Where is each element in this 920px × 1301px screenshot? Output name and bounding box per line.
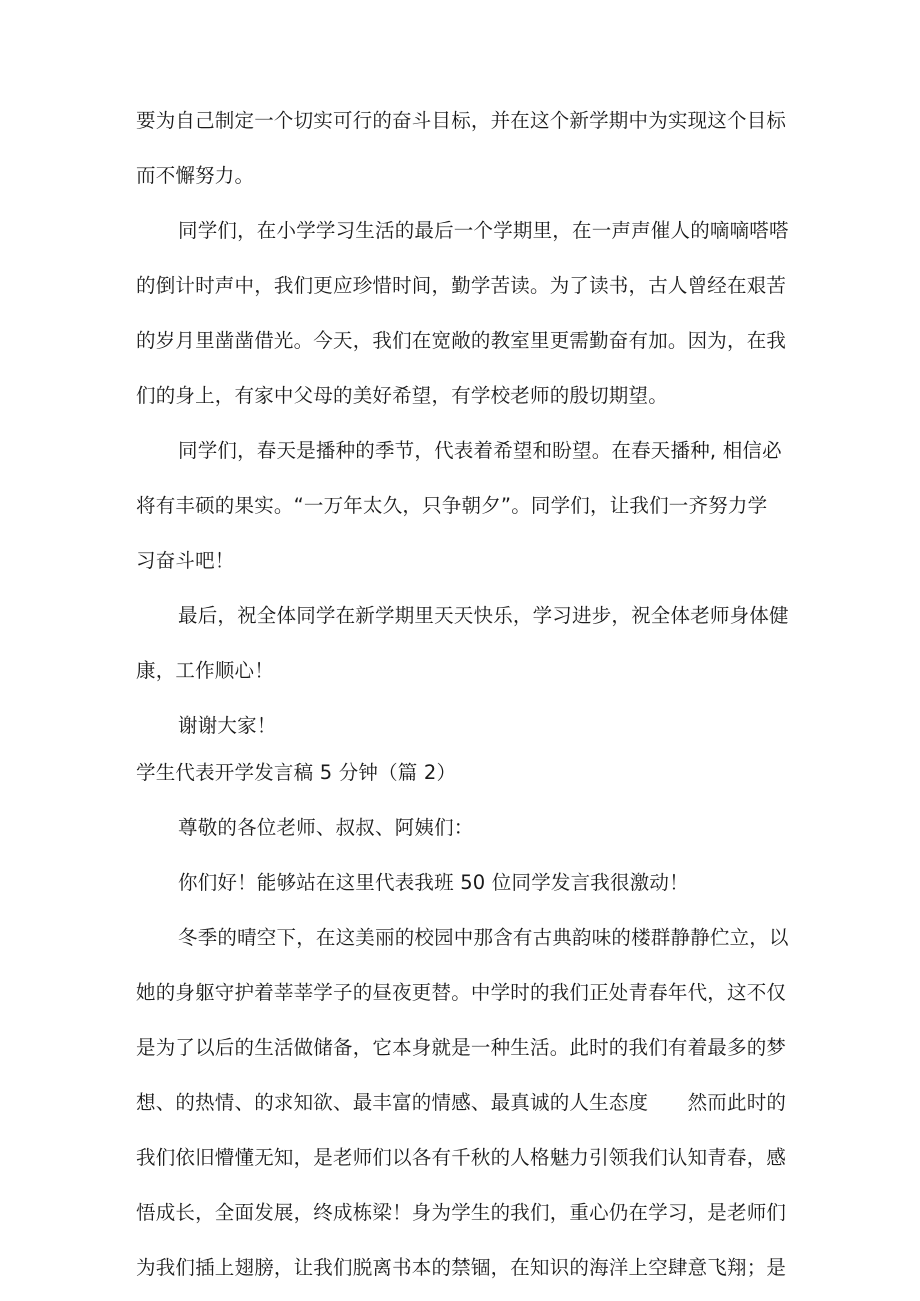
greeting: [136, 870, 796, 896]
paragraph-1: [136, 108, 796, 189]
paragraph-4: [136, 603, 796, 684]
text-line: 我们依旧懵懂无知，是老师们以各有千秋的人格魅力引领我们认知青春，感: [136, 1146, 787, 1169]
paragraph-2: [136, 218, 796, 409]
text-line: 的倒计时声中，我们更应珍惜时间，勤学苦读。为了读书，古人曾经在艰苦: [136, 274, 787, 297]
paragraph-5: [136, 713, 796, 739]
text-line: 同学们，春天是播种的季节，代表着希望和盼望。在春天播种, 相信必: [178, 439, 782, 462]
greeting-text: 你们好！能够站在这里代表我班 50 位同学发言我很激动！: [178, 871, 689, 894]
text-line: 悟成长，全面发展，终成栋梁！身为学生的我们，重心仍在学习，是老师们: [136, 1201, 787, 1224]
text-line: 的岁月里凿凿借光。今天，我们在宽敞的教室里更需勤奋有加。因为，在我: [136, 329, 787, 352]
document-page: [136, 108, 796, 1281]
text-line: 是为了以后的生活做储备，它本身就是一种生活。此时的我们有着最多的梦: [136, 1036, 787, 1059]
paragraph-3: [136, 438, 796, 574]
text-line: 同学们，在小学学习生活的最后一个学期里，在一声声催人的嘀嘀嗒嗒: [178, 219, 789, 242]
text-line: 她的身躯守护着莘莘学子的昼夜更替。中学时的我们正处青春年代，这不仅: [136, 981, 787, 1004]
text-line: 最后，祝全体同学在新学期里天天快乐，学习进步，祝全体老师身体健: [178, 604, 789, 627]
salutation-text: 尊敬的各位老师、叔叔、阿姨们：: [178, 816, 474, 839]
thanks-line: 谢谢大家！: [178, 714, 277, 737]
section-heading: [136, 760, 796, 786]
text-line: 冬季的晴空下，在这美丽的校园中那含有古典韵味的楼群静静伫立，以: [178, 926, 789, 949]
paragraph-6: [136, 925, 796, 1281]
text-line: 想、的热情、的求知欲、最丰富的情感、最真诚的人生态度 然而此时的: [136, 1091, 787, 1114]
text-line: 而不懈努力。: [136, 164, 255, 187]
text-line: 为我们插上翅膀，让我们脱离书本的禁锢，在知识的海洋上空肆意飞翔；是: [136, 1256, 787, 1279]
text-line: 将有丰硕的果实。“一万年太久，只争朝夕”。同学们，让我们一齐努力学: [136, 494, 768, 517]
text-line: 康，工作顺心！: [136, 659, 274, 682]
text-line: 要为自己制定一个切实可行的奋斗目标，并在这个新学期中为实现这个目标: [136, 109, 787, 132]
salutation: [136, 815, 796, 841]
heading-text: 学生代表开学发言稿 5 分钟（篇 2）: [136, 761, 457, 784]
text-line: 习奋斗吧！: [136, 549, 235, 572]
text-line: 们的身上，有家中父母的美好希望，有学校老师的殷切期望。: [136, 384, 668, 407]
